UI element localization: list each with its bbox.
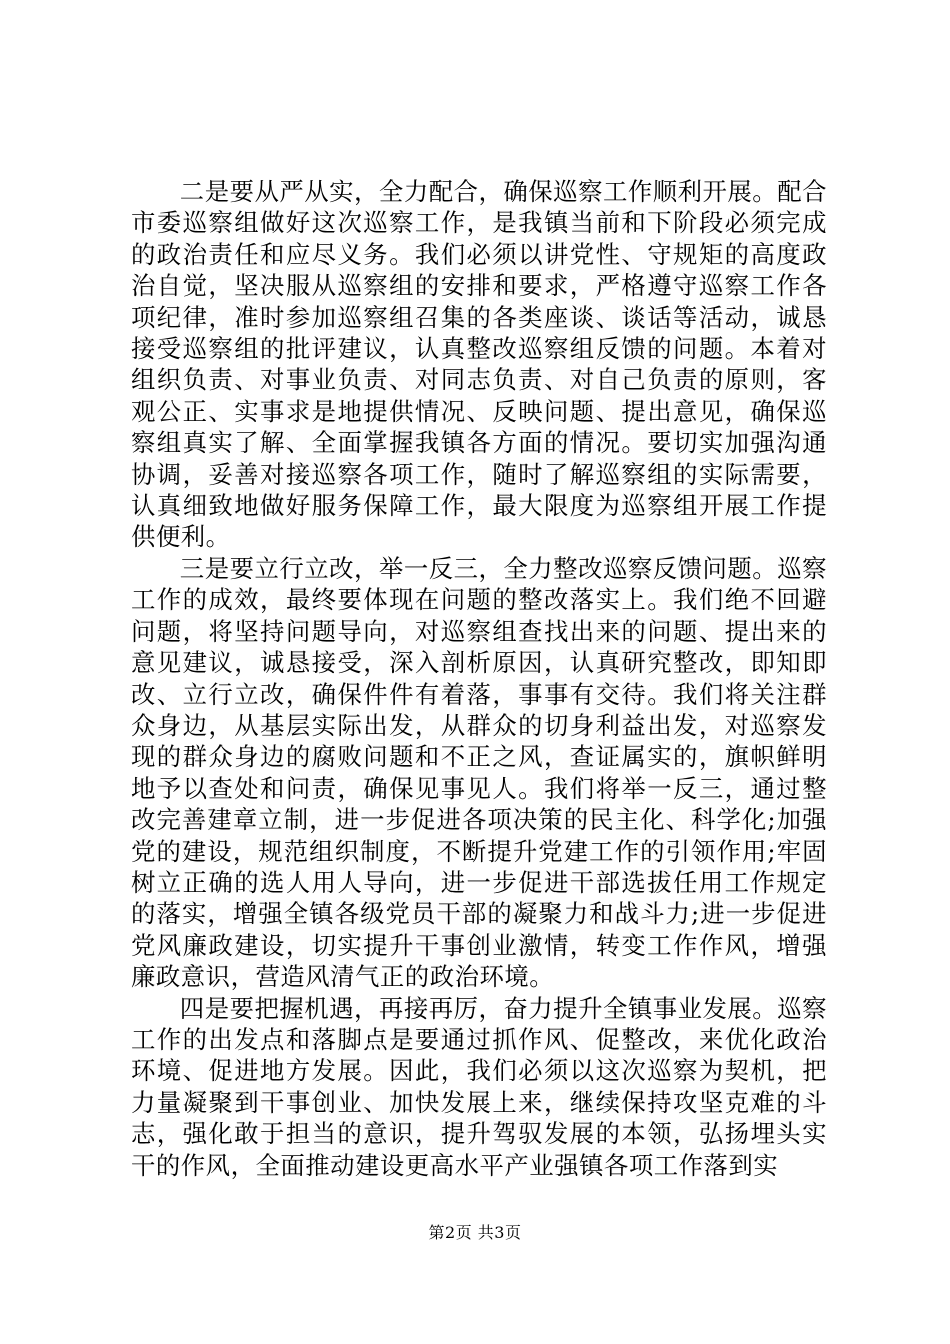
paragraph-inspection-cooperation: 二是要从严从实，全力配合，确保巡察工作顺利开展。配合市委巡察组做好这次巡察工作，是我镇当前和下阶段必须完成的政治责任和应尽义务。我们必须以讲党性、守规矩的高度政治自觉，坚决服从巡察组的安排和要求，严格遵守巡察工作各项纪律，准时参加巡察组召集的各类座谈、谈话等活动，诚恳接受巡察组的批评建议，认真整改巡察组反馈的问题。本着对组织负责、对事业负责、对同志负责、对自己负责的原则，客观公正、实事求是地提供情况、反映问题、提出意见，确保巡察组真实了解、全面掌握我镇各方面的情况。要切实加强沟通协调，妥善对接巡察各项工作，随时了解巡察组的实际需要，认真细致地做好服务保障工作，最大限度为巡察组开展工作提供便利。 — [131, 177, 827, 552]
page-number-footer: 第2页 共3页 — [428, 1223, 522, 1242]
paragraph-rectification: 三是要立行立改，举一反三，全力整改巡察反馈问题。巡察工作的成效，最终要体现在问题的整改落实上。我们绝不回避问题，将坚持问题导向，对巡察组查找出来的问题、提出来的意见建议，诚恳接受，深入剖析原因，认真研究整改，即知即改、立行立改，确保件件有着落，事事有交待。我们将关注群众身边，从基层实际出发，从群众的切身利益出发，对巡察发现的群众身边的腐败问题和不正之风，查证属实的，旗帜鲜明地予以查处和问责，确保见事见人。我们将举一反三，通过整改完善建章立制，进一步促进各项决策的民主化、科学化;加强党的建设，规范组织制度，不断提升党建工作的引领作用;牢固树立正确的选人用人导向，进一步促进干部选拔任用工作规定的落实，增强全镇各级党员干部的凝聚力和战斗力;进一步促进党风廉政建设，切实提升干事创业激情，转变工作作风，增强廉政意识，营造风清气正的政治环境。 — [131, 553, 827, 992]
paragraph-development: 四是要把握机遇，再接再厉，奋力提升全镇事业发展。巡察工作的出发点和落脚点是要通过抓作风、促整改，来优化政治环境、促进地方发展。因此，我们必须以这次巡察为契机，把力量凝聚到干事创业、加快发展上来，继续保持攻坚克难的斗志，强化敢于担当的意识，提升驾驭发展的本领，弘扬埋头实干的作风，全面推动建设更高水平产业强镇各项工作落到实 — [131, 993, 827, 1180]
document-body — [131, 176, 827, 1181]
